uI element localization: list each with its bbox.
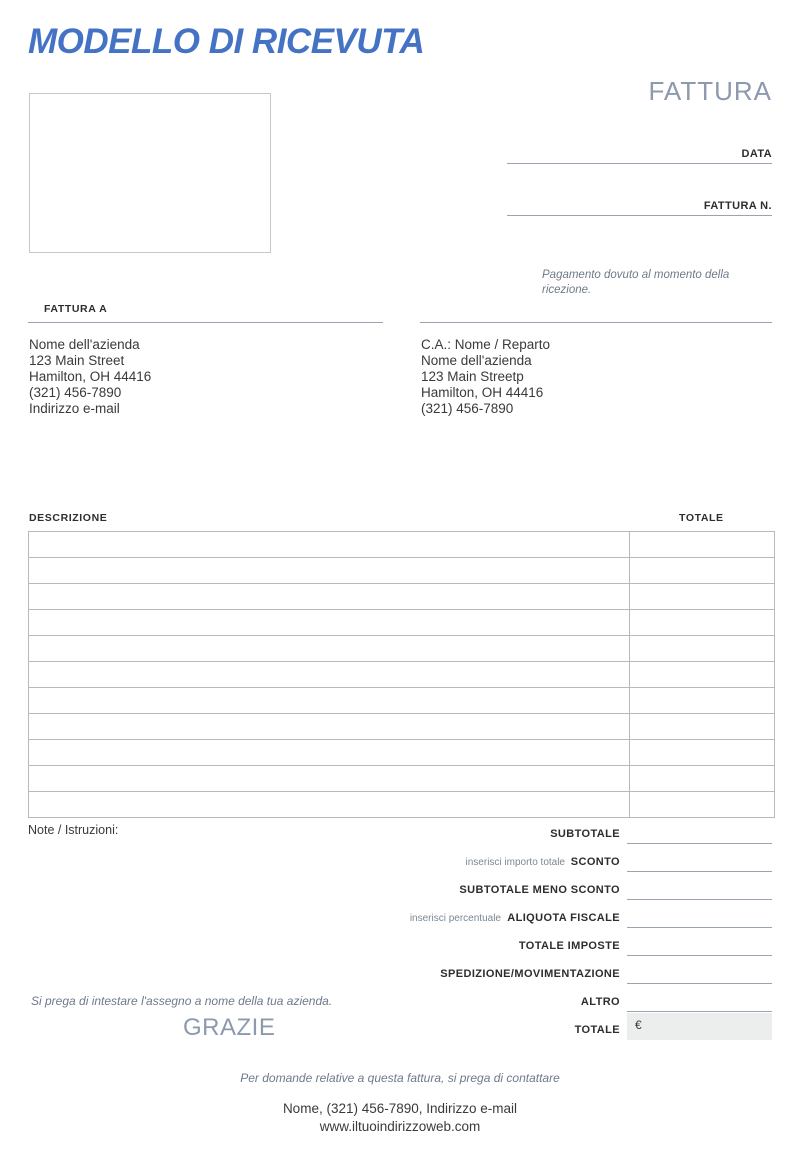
totals-hint: inserisci percentuale: [409, 913, 501, 924]
totals-row: [172, 874, 772, 900]
totals-value[interactable]: [627, 987, 772, 1012]
bill-to-label: FATTURA A: [44, 303, 108, 315]
totals-row: [172, 902, 772, 928]
totals-label: SCONTO: [570, 856, 620, 868]
cell-total[interactable]: [630, 792, 775, 818]
totals-value[interactable]: [627, 875, 772, 900]
cell-total[interactable]: [630, 662, 775, 688]
table-row: [29, 558, 775, 584]
totals-value[interactable]: [627, 1013, 772, 1040]
totals-row: [172, 818, 772, 844]
totals-label: ALIQUOTA FISCALE: [507, 912, 620, 924]
cell-description[interactable]: [29, 636, 630, 662]
table-row: [29, 688, 775, 714]
totals-label: TOTALE: [574, 1024, 620, 1036]
totals-label: TOTALE IMPOSTE: [518, 940, 620, 952]
totals-row: [172, 846, 772, 872]
cell-description[interactable]: [29, 584, 630, 610]
cell-total[interactable]: [630, 558, 775, 584]
table-row: [29, 766, 775, 792]
table-row: [29, 740, 775, 766]
currency-symbol: €: [635, 1018, 642, 1032]
column-header-total: TOTALE: [679, 512, 724, 524]
date-field[interactable]: [507, 148, 772, 164]
date-label: DATA: [741, 148, 772, 160]
invoice-number-field[interactable]: [507, 200, 772, 216]
table-row: [29, 792, 775, 818]
cell-total[interactable]: [630, 740, 775, 766]
column-header-description: DESCRIZIONE: [29, 512, 108, 524]
page-title: MODELLO DI RICEVUTA: [28, 22, 425, 61]
cell-total[interactable]: [630, 610, 775, 636]
totals-label: SUBTOTALE MENO SCONTO: [459, 884, 620, 896]
invoice-number-label: FATTURA N.: [703, 200, 772, 212]
ship-to-address[interactable]: C.A.: Nome / Reparto Nome dell'azienda 123 Main Streetp Hamilton, OH 44416 (321) 456-7890: [421, 337, 551, 416]
thanks-message: GRAZIE: [183, 1014, 276, 1041]
cell-description[interactable]: [29, 740, 630, 766]
website-url[interactable]: www.iltuoindirizzoweb.com: [319, 1119, 481, 1134]
cell-total[interactable]: [630, 532, 775, 558]
totals-row: [172, 958, 772, 984]
cell-total[interactable]: [630, 766, 775, 792]
cell-description[interactable]: [29, 766, 630, 792]
contact-question: Per domande relative a questa fattura, si prega di contattare: [240, 1071, 560, 1085]
cell-description[interactable]: [29, 662, 630, 688]
table-row: [29, 532, 775, 558]
totals-value[interactable]: [627, 959, 772, 984]
bill-to-address[interactable]: Nome dell'azienda 123 Main Street Hamilton, OH 44416 (321) 456-7890 Indirizzo e-mail: [29, 337, 152, 416]
cell-total[interactable]: [630, 714, 775, 740]
cell-description[interactable]: [29, 792, 630, 818]
totals-value[interactable]: [627, 847, 772, 872]
totals-value[interactable]: [627, 931, 772, 956]
cheque-instruction: Si prega di intestare l'assegno a nome della tua azienda.: [31, 994, 333, 1008]
logo-placeholder-box[interactable]: [29, 93, 271, 253]
cell-description[interactable]: [29, 688, 630, 714]
totals-label: SPEDIZIONE/MOVIMENTAZIONE: [440, 968, 620, 980]
cell-description[interactable]: [29, 532, 630, 558]
cell-description[interactable]: [29, 610, 630, 636]
totals-hint: inserisci importo totale: [465, 857, 565, 868]
totals-label: SUBTOTALE: [550, 828, 620, 840]
table-row: [29, 662, 775, 688]
notes-label: Note / Istruzioni:: [28, 823, 119, 837]
table-row: [29, 714, 775, 740]
cell-total[interactable]: [630, 584, 775, 610]
table-row: [29, 636, 775, 662]
line-items-table: [28, 531, 775, 818]
table-row: [29, 610, 775, 636]
cell-total[interactable]: [630, 688, 775, 714]
totals-row: [172, 930, 772, 956]
cell-description[interactable]: [29, 558, 630, 584]
bill-to-divider: [28, 322, 383, 323]
cell-description[interactable]: [29, 714, 630, 740]
document-type-label: FATTURA: [648, 76, 772, 106]
ship-to-divider: [420, 322, 772, 323]
payment-terms-note: Pagamento dovuto al momento della ricezione.: [542, 269, 730, 296]
totals-value[interactable]: [627, 903, 772, 928]
totals-value[interactable]: [627, 819, 772, 844]
table-row: [29, 584, 775, 610]
cell-total[interactable]: [630, 636, 775, 662]
totals-label: ALTRO: [580, 996, 620, 1008]
contact-details: Nome, (321) 456-7890, Indirizzo e-mail: [282, 1101, 518, 1116]
